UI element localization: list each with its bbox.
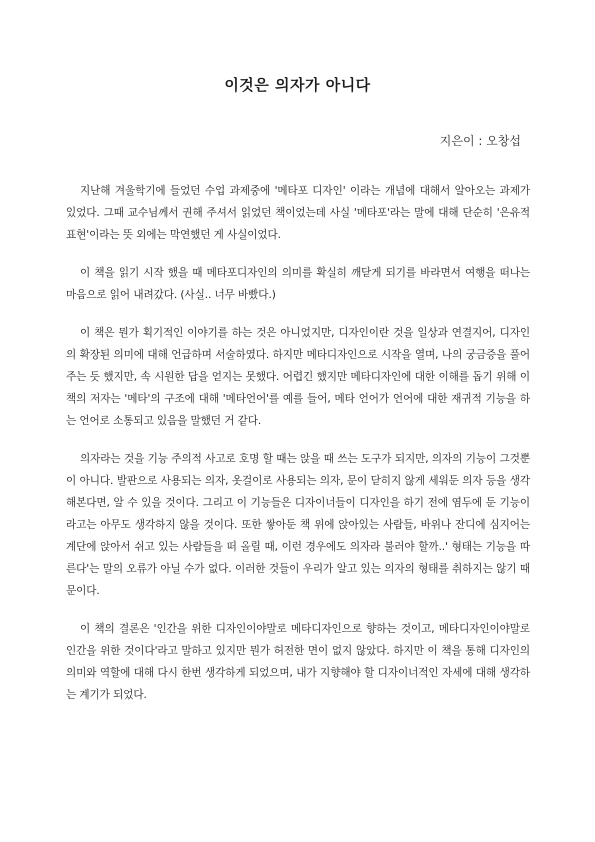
paragraph-4: 의자라는 것을 기능 주의적 사고로 호명 할 때는 앉을 때 쓰는 도구가 되지만, 의자의 기능이 그것뿐이 아니다. 발판으로 사용되는 의자, 옷걸이로 사용되는 의자, 문이 닫히지 않게 세워둔 의자 등을 생각해본다면, 알 수 있을 것이다. 그리고 이 기능들은 디자이너들이 디자인을 하기 전에 염두에 둔 기능이라고는 아무도 생각하지 않을 것이다. 또한 쌓아둔 책 위에 앉아있는 사람들, 바위나 잔디에 심지어는 계단에 앉아서 쉬고 있는 사람들을 떠 올릴 때, 이런 경우에도 의자라 불러야 할까..' 형태는 기능을 따른다'는 말의 오류가 아닐 수가 없다. 이러한 것들이 우리가 알고 있는 의자의 형태를 취하지는 않기 때문이다. [66,453,530,597]
paragraph-3: 이 책은 뭔가 획기적인 이야기를 하는 것은 아니었지만, 디자인이란 것을 일상과 연결지어, 디자인의 확장된 의미에 대해 언급하며 서술하였다. 하지만 메타디자인으로 시작을 열며, 나의 궁금증을 풀어 주는 듯 했지만, 속 시원한 답을 얻지는 못했다. 어렵긴 했지만 메타디자인에 대한 이해를 돕기 위해 이 책의 저자는 '메타'의 구조에 대해 '메타언어'를 예를 들어, 메타 언어가 언어에 대한 재귀적 기능을 하는 언어로 소통되고 있음을 말했던 거 같다. [66,327,530,427]
paragraph-5: 이 책의 결론은 '인간을 위한 디자인이야말로 메타디자인으로 향하는 것이고, 메타디자인이야말로 인간을 위한 것이다'라고 말하고 있지만 뭔가 허전한 면이 없지 않았다. 하지만 이 책을 통해 디자인의 의미와 역할에 대해 다시 한번 생각하게 되었으며, 내가 지향해야 할 디자이너적인 자세에 대해 생각하는 계기가 되었다. [66,623,530,701]
document-body [66,180,530,722]
paragraph-2: 이 책을 읽기 시작 했을 때 메타포디자인의 의미를 확실히 깨닫게 되기를 바라면서 여행을 떠나는 마음으로 읽어 내려갔다. (사실.. 너무 바빴다.) [66,267,530,301]
document-title: 이것은 의자가 아니다 [224,76,371,94]
paragraph-1: 지난해 겨울학기에 들었던 수업 과제중에 '메타포 디자인' 이라는 개념에 대해서 알아오는 과제가 있었다. 그때 교수님께서 권해 주셔서 읽었던 책이었는데 사실 '메타포'라는 말에 대해 단순히 '은유적 표현'이라는 뜻 외에는 막연했던 게 사실이었다. [66,185,530,241]
author-line: 지은이 : 오창섭 [439,134,521,148]
